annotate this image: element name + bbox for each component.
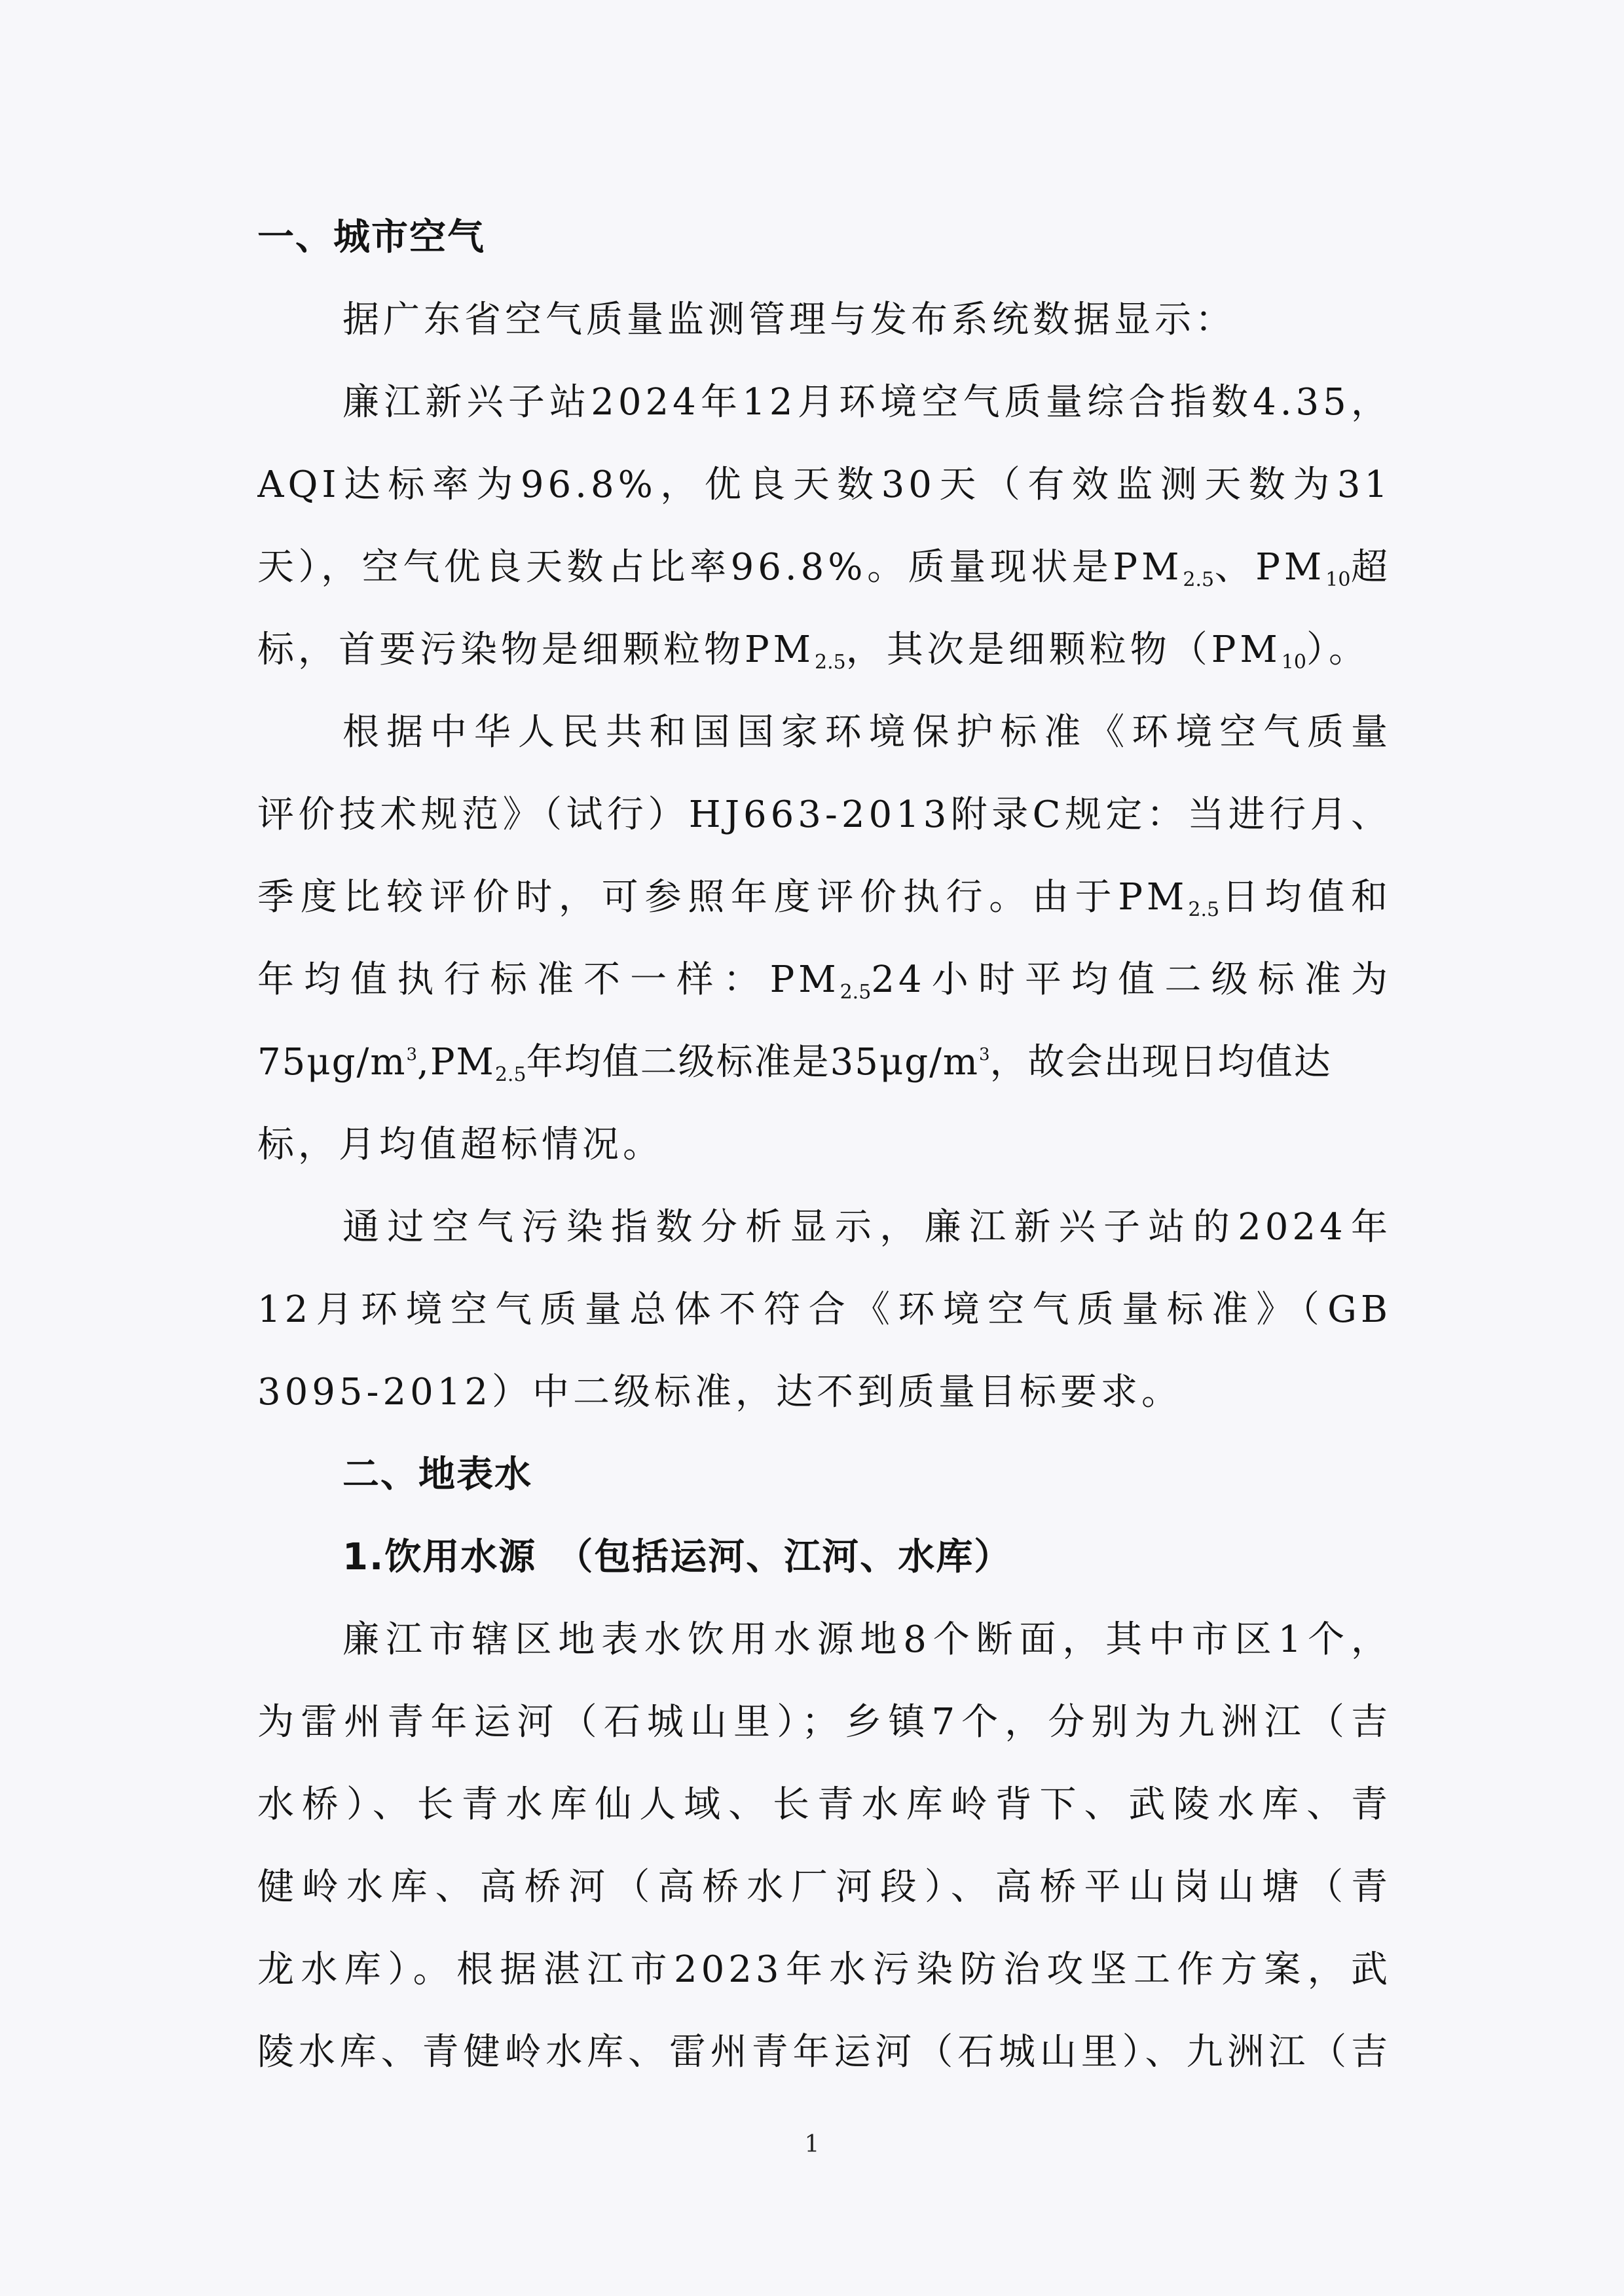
- pm10-subscript: 10: [1325, 568, 1351, 591]
- section-heading-surface-water: 二、地表水: [342, 1453, 532, 1496]
- paragraph-line: 根据中华人民共和国国家环境保护标准《环境空气质量: [342, 711, 1392, 754]
- paragraph-line: $75\mu g/m^3,PM_{2.5}$年均值二级标准是$35\mu g/m^3$，故会出现日均值达: [257, 1041, 1332, 1086]
- pm25-subscript: 2.5: [494, 1063, 526, 1086]
- paragraph-line: 廉江新兴子站2024年12月环境空气质量综合指数4.35，: [342, 381, 1392, 424]
- pm25-subscript: 2.5: [840, 981, 872, 1004]
- paragraph-line: 3095-2012）中二级标准，达不到质量目标要求。: [257, 1371, 1182, 1413]
- subsection-heading-drinking-water: 1.饮用水源 （包括运河、江河、水库）: [342, 1536, 1012, 1578]
- pm25-subscript: 2.5: [1183, 568, 1215, 591]
- paragraph-line: 季度比较评价时，可参照年度评价执行。由于$PM_{2.5}$日均值和: [257, 876, 1392, 921]
- paragraph-line: 通过空气污染指数分析显示，廉江新兴子站的2024年: [342, 1206, 1392, 1248]
- paragraph-intro: 据广东省空气质量监测管理与发布系统数据显示：: [342, 299, 1236, 341]
- paragraph-line: 廉江市辖区地表水饮用水源地8个断面，其中市区1个，: [342, 1618, 1392, 1661]
- pm10-subscript: 10: [1281, 651, 1306, 674]
- paragraph-line: 评价技术规范》（试行）HJ663-2013附录C规定：当进行月、: [257, 793, 1392, 836]
- paragraph-line: 龙水库）。根据湛江市2023年水污染防治攻坚工作方案，武: [257, 1948, 1392, 1991]
- paragraph-line: 12月环境空气质量总体不符合《环境空气质量标准》（GB: [257, 1288, 1392, 1331]
- paragraph-line: 为雷州青年运河（石城山里）；乡镇7个，分别为九洲江（吉: [257, 1701, 1392, 1743]
- paragraph-line: AQI达标率为96.8%，优良天数30天（有效监测天数为31: [257, 464, 1392, 506]
- paragraph-line: 标，月均值超标情况。: [257, 1123, 663, 1166]
- page-number: 1: [804, 2131, 820, 2158]
- section-heading-urban-air: 一、城市空气: [257, 216, 485, 259]
- document-body: [257, 196, 1392, 2094]
- paragraph-line: 陵水库、青健岭水库、雷州青年运河（石城山里）、九洲江（吉: [257, 2031, 1392, 2073]
- paragraph-line: 天），空气优良天数占比率96.8%。质量现状是$PM_{2.5}$、$PM_{10}$超: [257, 546, 1392, 591]
- pm25-subscript: 2.5: [815, 651, 846, 674]
- paragraph-line: 年均值执行标准不一样：$PM_{2.5}24$小时平均值二级标准为: [257, 958, 1392, 1004]
- cubed-superscript: 3: [979, 1045, 990, 1065]
- pm25-subscript: 2.5: [1188, 898, 1220, 921]
- cubed-superscript: 3: [406, 1045, 418, 1065]
- paragraph-line: 标，首要污染物是细颗粒物$PM_{2.5}$，其次是细颗粒物$(PM_{10})$。: [257, 629, 1369, 674]
- paragraph-line: 健岭水库、高桥河（高桥水厂河段）、高桥平山岗山塘（青: [257, 1866, 1392, 1908]
- paragraph-line: 水桥）、长青水库仙人域、长青水库岭背下、武陵水库、青: [257, 1783, 1392, 1826]
